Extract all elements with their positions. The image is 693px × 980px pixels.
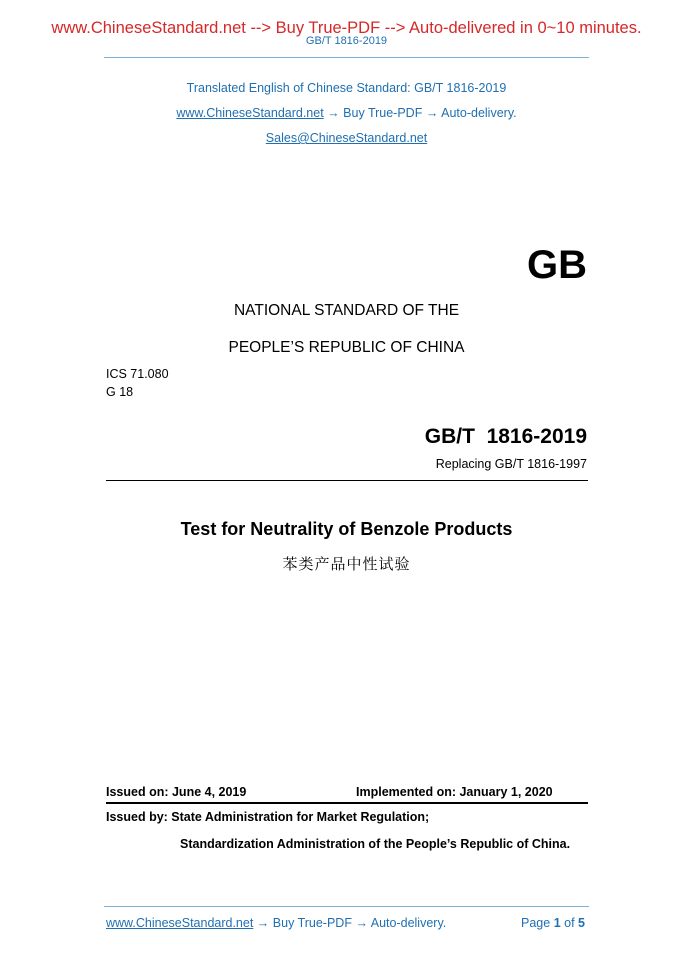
standard-number: GB/T 1816-2019 xyxy=(424,425,587,448)
page-total: 5 xyxy=(578,916,585,930)
ccs-code: G 18 xyxy=(106,385,134,399)
gb-mark: GB xyxy=(527,243,587,287)
footer-buy-pdf-text: Buy True-PDF xyxy=(272,916,352,930)
arrow-right-icon: → xyxy=(256,916,270,930)
footer-promo xyxy=(106,916,446,931)
auto-delivery-text: Auto-delivery. xyxy=(441,106,517,120)
title-chinese: 苯类产品中性试验 xyxy=(282,556,411,573)
page-current: 1 xyxy=(553,916,561,930)
email-line xyxy=(0,131,693,146)
national-standard-line-2: PEOPLE’S REPUBLIC OF CHINA xyxy=(228,339,465,356)
arrow-right-icon: → xyxy=(355,916,368,930)
translated-line: Translated English of Chinese Standard: GB/T 1816-2019 xyxy=(186,81,507,95)
footer-auto-delivery-text: Auto-delivery. xyxy=(370,916,447,930)
issued-by: Issued by: State Administration for Market Regulation; xyxy=(106,810,430,824)
footer-divider xyxy=(104,906,589,907)
issued-on: Issued on: June 4, 2019 xyxy=(106,785,247,799)
header-divider xyxy=(104,57,589,58)
buy-pdf-text: Buy True-PDF xyxy=(343,106,423,120)
implemented-on: Implemented on: January 1, 2020 xyxy=(356,785,553,799)
page-label: Page xyxy=(521,916,551,930)
arrow-right-icon: → xyxy=(425,106,439,120)
page-of: of xyxy=(564,916,575,930)
national-standard-line-1: NATIONAL STANDARD OF THE xyxy=(233,302,460,319)
top-banner[interactable]: www.ChineseStandard.net --> Buy True-PDF --> Auto-delivered in 0~10 minutes. xyxy=(51,19,642,37)
replacing-note: Replacing GB/T 1816-1997 xyxy=(435,457,587,471)
arrow-right-icon: → xyxy=(327,106,340,120)
site-link[interactable]: www.ChineseStandard.net xyxy=(176,106,324,120)
title-english: Test for Neutrality of Benzole Products xyxy=(180,519,513,539)
page-indicator xyxy=(521,916,585,931)
header-standard-code: GB/T 1816-2019 xyxy=(305,35,388,47)
issued-by-second-org: Standardization Administration of the People’s Republic of China. xyxy=(180,837,571,851)
ics-code: ICS 71.080 xyxy=(106,367,169,381)
title-divider xyxy=(106,480,588,481)
footer-site-link[interactable]: www.ChineseStandard.net xyxy=(106,916,254,930)
issue-divider xyxy=(106,802,588,804)
email-link[interactable]: Sales@ChineseStandard.net xyxy=(265,131,428,145)
promo-line xyxy=(0,106,693,121)
